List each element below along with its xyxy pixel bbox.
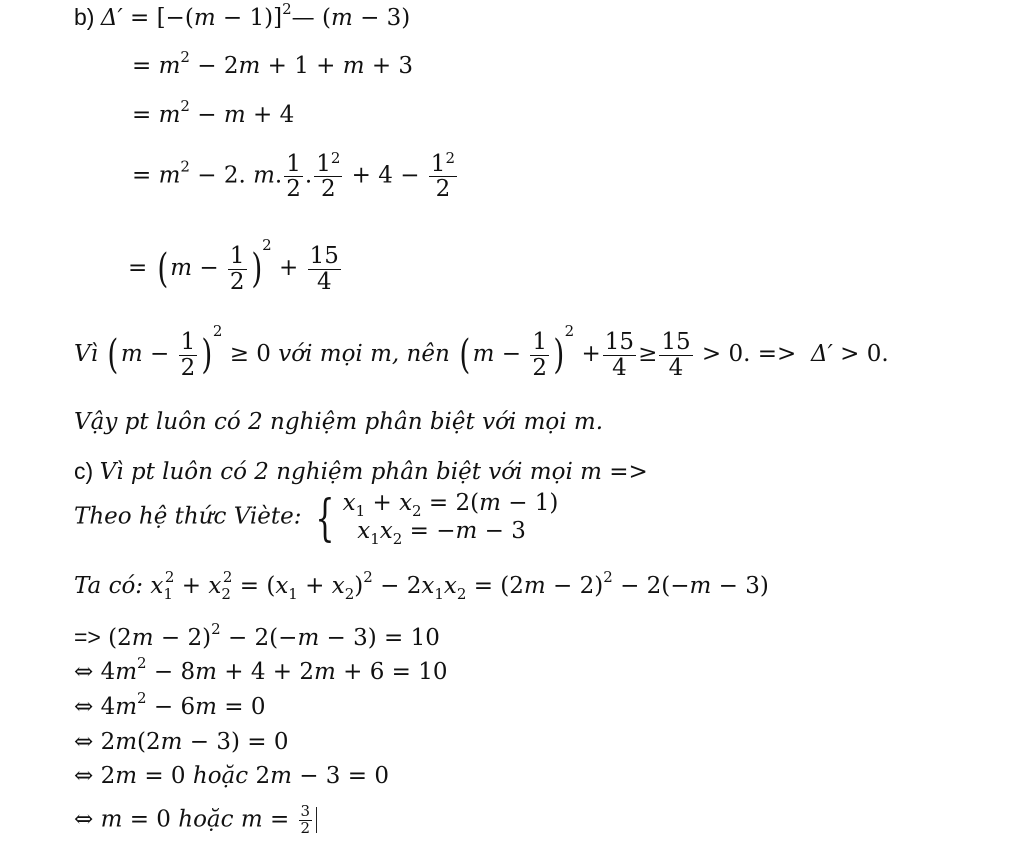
line-c-viete: Theo hệ thức Viète: { $x_1 + x_2 = 2(m - 1)$ $x_1x_2 = -m - 3$: [74, 488, 559, 548]
vi-label: Vì: [74, 341, 106, 367]
fraction-half: $\frac{1}{2}$: [286, 151, 301, 203]
hoac-label: hoặc: [178, 806, 234, 833]
viete-label: Theo hệ thức Viète:: [74, 503, 309, 530]
fraction-half: $\frac{1}{2}$: [532, 329, 548, 381]
fraction-half-squared: $\frac{1^2}{2}$: [316, 149, 341, 203]
fraction-three-halves: $\frac{3}{2}$: [300, 802, 311, 837]
hoac-label: hoặc: [192, 763, 249, 789]
ta-co-label: Ta có:: [74, 573, 151, 599]
line-c-ta-co: Ta có: $x_1^2 + x_2^2 = (x_1 + x_2)^2 - 2x_1x_2 = (2m - 2)^2 - 2(-m - 3)$: [74, 568, 769, 603]
line-c-eq5: ⇔ 2m = 0 hoặc 2m − 3 = 0: [74, 763, 389, 789]
voi-moi-m-nen-label: với mọi m, nên: [278, 341, 458, 367]
line-b-step4: = ( m − $\frac{1}{2}$ )$^2$ + $\frac{15}{4}$: [128, 236, 339, 295]
part-c-label: c): [74, 458, 100, 484]
line-c-eq4: ⇔ 2m(2m − 3) = 0: [74, 729, 289, 755]
part-b-label: b): [74, 4, 101, 30]
line-b-step1: = $m^2 - 2m + 1 + m + 3$: [132, 48, 414, 79]
fraction-half-squared: $\frac{1^2}{2}$: [430, 149, 455, 203]
line-c-intro: [74, 460, 648, 484]
text-cursor: [316, 807, 317, 833]
part-c-text: Vì pt luôn có 2 nghiệm phân biệt với mọi m =>: [99, 459, 648, 485]
line-c-eq3: ⇔ $4m^2 - 6m = 0$: [74, 689, 266, 720]
fraction-fifteen-fourths: $\frac{15}{4}$: [661, 329, 691, 381]
conclusion-text: Vậy pt luôn có 2 nghiệm phân biệt với mọi m.: [74, 409, 604, 435]
line-c-eq1: => $(2m - 2)^2 - 2(-m - 3) = 10$: [74, 620, 440, 651]
fraction-half: $\frac{1}{2}$: [229, 243, 245, 295]
line-b-delta: b) $\Delta' = [-(m - 1)]^2—$ (m − 3): [74, 0, 411, 31]
fraction-half: $\frac{1}{2}$: [180, 329, 196, 381]
fraction-fifteen-fourths: $\frac{15}{4}$: [309, 243, 339, 295]
line-c-eq6: ⇔ m = 0 hoặc m = $\frac{3}{2}$: [74, 804, 317, 837]
line-b-reason: Vì ( m − $\frac{1}{2}$ )$^2$ ≥ 0 với mọi m, nên ( m − $\frac{1}{2}$ )$^2$ + $\frac{15}{4}$ ≥ $\frac{15}{4}$ > 0. => Δ′ > 0.: [74, 322, 889, 381]
fraction-fifteen-fourths: $\frac{15}{4}$: [604, 329, 635, 381]
viete-system: $x_1 + x_2 = 2(m - 1)$ $x_1x_2 = -m - 3$: [342, 490, 559, 548]
line-b-step3: = $m^2 - 2$. m. $\frac{1}{2}$ . $\frac{1^2}{2}$ + 4 − $\frac{1^2}{2}$: [132, 149, 455, 203]
line-b-step2: = $m^2 - m + 4$: [132, 97, 295, 128]
line-c-eq2: ⇔ $4m^2 - 8m + 4 + 2m + 6 = 10$: [74, 654, 448, 685]
